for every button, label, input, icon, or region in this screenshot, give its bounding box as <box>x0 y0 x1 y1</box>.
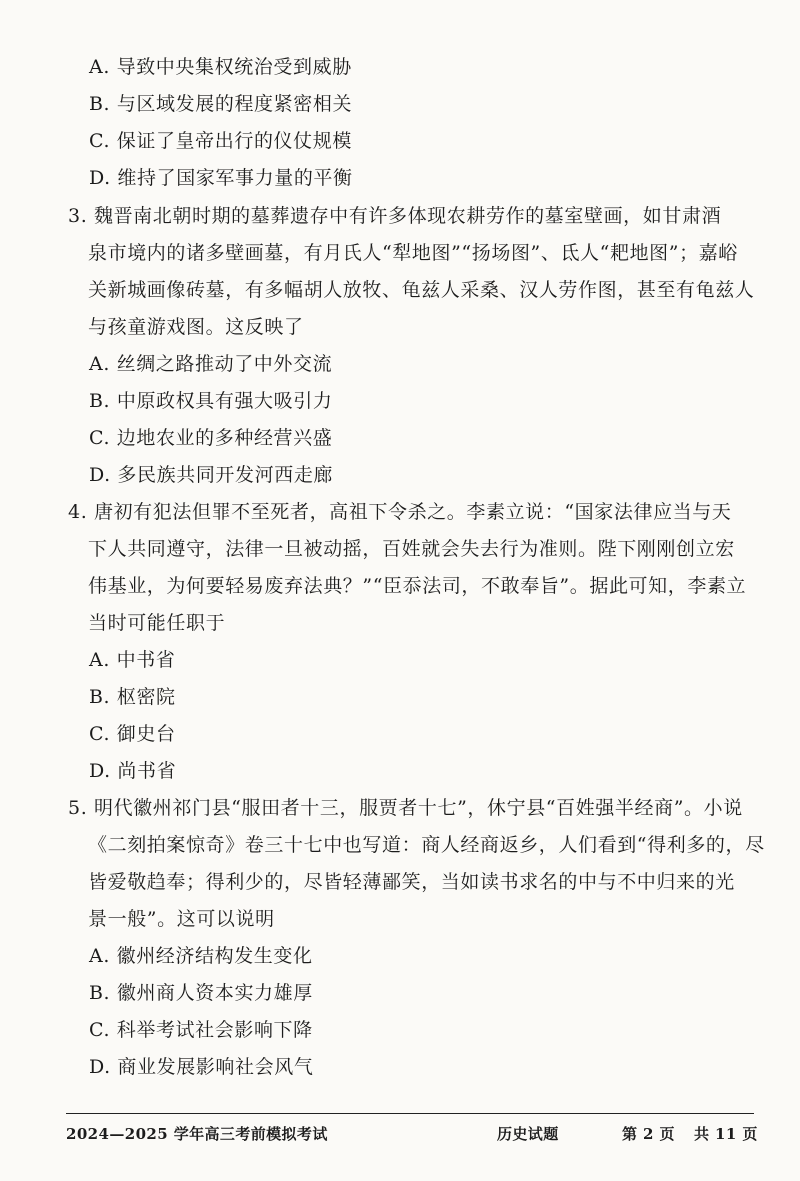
q3-option-b: B. 中原政权具有强大吸引力 <box>89 390 333 412</box>
q5-stem-line: 5. 明代徽州祁门县“服田者十三，服贾者十七”，休宁县“百姓强半经商”。小说 <box>68 797 743 819</box>
q5-option-b: B. 徽州商人资本实力雄厚 <box>89 982 313 1004</box>
footer-total-pages: 共 11 页 <box>694 1125 758 1143</box>
q3-option-d: D. 多民族共同开发河西走廊 <box>89 464 334 486</box>
q4-stem-line: 4. 唐初有犯法但罪不至死者，高祖下令杀之。李素立说：“国家法律应当与天 <box>68 501 732 523</box>
q4-option-c: C. 御史台 <box>89 723 176 745</box>
footer-divider <box>66 1113 754 1114</box>
q5-option-d: D. 商业发展影响社会风气 <box>89 1056 314 1078</box>
q3-option-c: C. 边地农业的多种经营兴盛 <box>89 427 333 449</box>
q4-stem-line: 下人共同遵守，法律一旦被动摇，百姓就会失去行为准则。陛下刚刚创立宏 <box>88 538 735 560</box>
q5-stem-line: 皆爱敬趋奉；得利少的，尽皆轻薄鄙笑，当如读书求名的中与不中归来的光 <box>88 871 735 893</box>
q4-option-a: A. 中书省 <box>89 649 176 671</box>
q3-option-a: A. 丝绸之路推动了中外交流 <box>89 353 333 375</box>
q2-option-c: C. 保证了皇帝出行的仪仗规模 <box>89 130 352 152</box>
footer-subject: 历史试题 <box>497 1125 559 1143</box>
q3-stem-line: 与孩童游戏图。这反映了 <box>88 316 304 338</box>
q2-option-a: A. 导致中央集权统治受到威胁 <box>89 56 352 78</box>
q3-stem-line: 关新城画像砖墓，有多幅胡人放牧、龟兹人采桑、汉人劳作图，甚至有龟兹人 <box>88 279 755 301</box>
q2-option-b: B. 与区域发展的程度紧密相关 <box>89 93 353 115</box>
q4-stem-line: 伟基业，为何要轻易废弃法典？”“臣忝法司，不敢奉旨”。据此可知，李素立 <box>88 575 747 597</box>
q2-option-d: D. 维持了国家军事力量的平衡 <box>89 167 353 189</box>
q5-option-c: C. 科举考试社会影响下降 <box>89 1019 313 1041</box>
q5-stem-line: 《二刻拍案惊奇》卷三十七中也写道：商人经商返乡，人们看到“得利多的，尽 <box>88 834 765 856</box>
q5-option-a: A. 徽州经济结构发生变化 <box>89 945 313 967</box>
footer-exam-title: 2024—2025 学年高三考前模拟考试 <box>66 1125 328 1143</box>
footer-page-number: 第 2 页 <box>622 1125 675 1143</box>
q3-stem-line: 3. 魏晋南北朝时期的墓葬遗存中有许多体现农耕劳作的墓室壁画，如甘肃酒 <box>68 205 722 227</box>
q3-stem-line: 泉市境内的诸多壁画墓，有月氏人“犁地图”“扬场图”、氐人“耙地图”；嘉峪 <box>88 242 738 264</box>
q4-stem-line: 当时可能任职于 <box>88 612 226 634</box>
q5-stem-line: 景一般”。这可以说明 <box>88 908 275 930</box>
q4-option-d: D. 尚书省 <box>89 760 177 782</box>
q4-option-b: B. 枢密院 <box>89 686 176 708</box>
